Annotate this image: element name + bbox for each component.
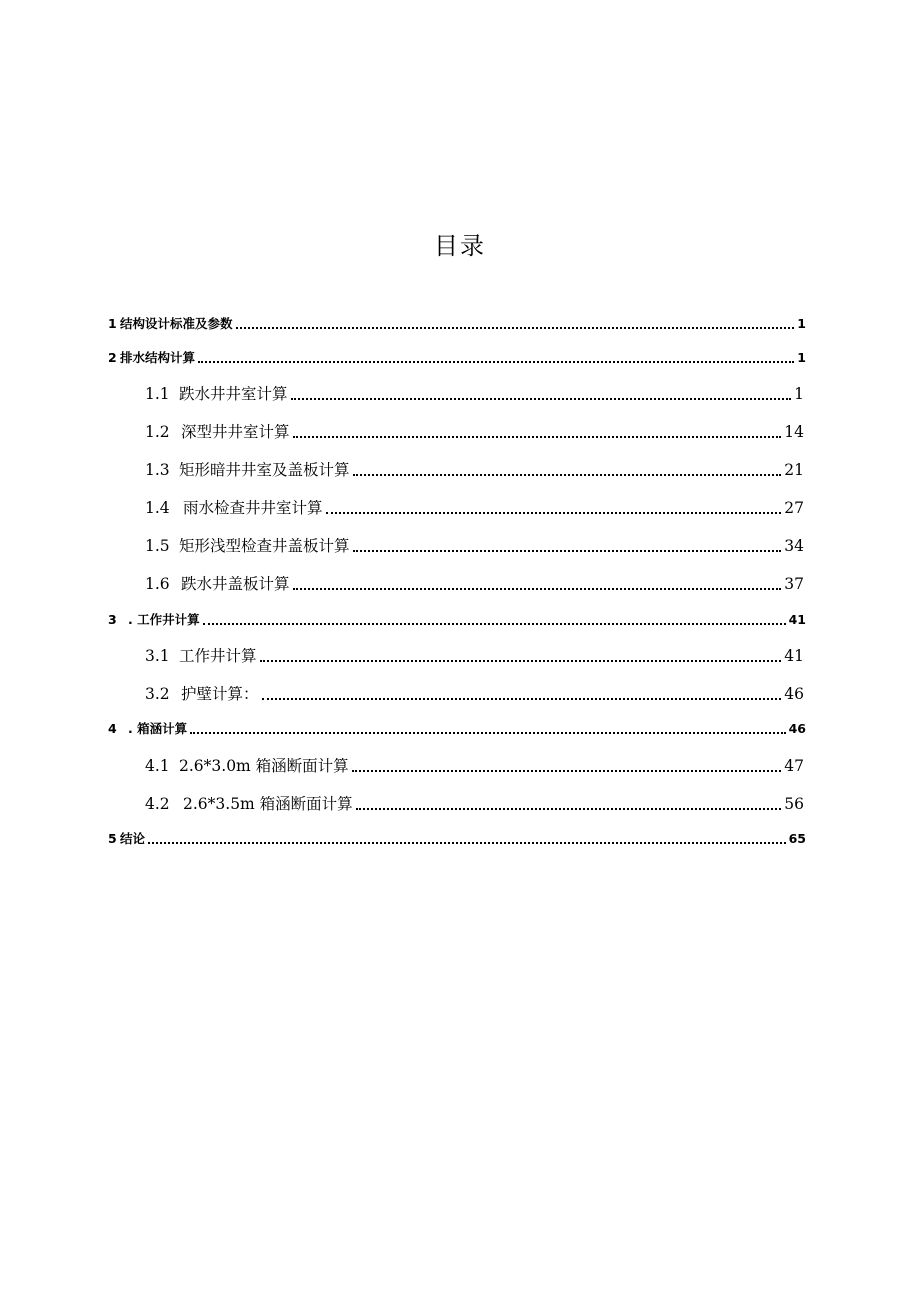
toc-leader-dots xyxy=(356,793,782,815)
toc-entry-label: 排水结构计算 xyxy=(120,350,196,365)
toc-leader-dots xyxy=(352,755,782,777)
toc-entry-page: 27 xyxy=(784,499,804,517)
toc-entry-number: 1.6 xyxy=(145,575,170,593)
toc-entry-page: 47 xyxy=(784,757,804,775)
toc-entry-page: 1 xyxy=(794,385,804,403)
toc-entry-number: 5 xyxy=(108,831,117,846)
toc-entry-3[interactable] xyxy=(108,611,806,629)
toc-entry-number: 3.1 xyxy=(145,647,170,665)
toc-entry-page: 1 xyxy=(797,350,806,365)
toc-entry-number: 2 xyxy=(108,350,117,365)
toc-entry-label: 跌水井盖板计算 xyxy=(181,575,290,593)
toc-leader-dots xyxy=(293,573,782,595)
toc-entry-4-2[interactable] xyxy=(145,793,804,815)
toc-entry-page: 65 xyxy=(788,831,806,846)
toc-entry-number: 1.3 xyxy=(145,461,170,479)
toc-entry-page: 41 xyxy=(788,612,806,627)
toc-entry-2[interactable] xyxy=(108,349,806,367)
toc-entry-page: 56 xyxy=(784,795,804,813)
toc-entry-number: 1.4 xyxy=(145,499,170,517)
toc-entry-label: 2.6*3.0m 箱涵断面计算 xyxy=(179,757,349,775)
toc-entry-label: 矩形暗井井室及盖板计算 xyxy=(179,461,350,479)
toc-entry-1-3[interactable] xyxy=(145,459,804,481)
toc-entry-page: 34 xyxy=(784,537,804,555)
toc-entry-1-4[interactable] xyxy=(145,497,804,519)
toc-leader-dots xyxy=(198,349,794,367)
toc-leader-dots xyxy=(262,683,782,705)
toc-entry-label: 工作井计算 xyxy=(179,647,257,665)
toc-entry-page: 46 xyxy=(784,685,804,703)
toc-entry-label: 深型井井室计算 xyxy=(181,423,290,441)
toc-leader-dots xyxy=(353,535,782,557)
toc-entry-page: 46 xyxy=(788,721,806,736)
toc-leader-dots xyxy=(236,315,795,333)
toc-entry-label: 结构设计标准及参数 xyxy=(120,316,233,331)
toc-entry-1-5[interactable] xyxy=(145,535,804,557)
toc-entry-number: 3.2 xyxy=(145,685,170,703)
toc-entry-label: . 箱涵计算 xyxy=(128,721,188,736)
toc-leader-dots xyxy=(190,720,785,738)
toc-entry-page: 14 xyxy=(784,423,804,441)
toc-entry-number: 1.1 xyxy=(145,385,170,403)
toc-entry-3-1[interactable] xyxy=(145,645,804,667)
toc-entry-label: 护壁计算： xyxy=(181,685,259,703)
toc-leader-dots xyxy=(353,459,782,481)
toc-entry-number: 4.2 xyxy=(145,795,170,813)
toc-entry-label: 矩形浅型检查井盖板计算 xyxy=(179,537,350,555)
toc-entry-number: 3 xyxy=(108,612,117,627)
toc-entry-label: . 工作井计算 xyxy=(128,612,200,627)
toc-leader-dots xyxy=(326,497,782,519)
toc-entry-number: 4 xyxy=(108,721,117,736)
toc-entry-5[interactable] xyxy=(108,830,806,848)
toc-entry-3-2[interactable] xyxy=(145,683,804,705)
toc-entry-label: 跌水井井室计算 xyxy=(179,385,288,403)
toc-entry-number: 1.2 xyxy=(145,423,170,441)
toc-entry-label: 结论 xyxy=(120,831,146,846)
toc-entry-1-2[interactable] xyxy=(145,421,804,443)
toc-leader-dots xyxy=(148,830,786,848)
toc-leader-dots xyxy=(203,611,786,629)
toc-leader-dots xyxy=(293,421,782,443)
toc-leader-dots xyxy=(260,645,782,667)
toc-entry-page: 21 xyxy=(784,461,804,479)
toc-entry-page: 41 xyxy=(784,647,804,665)
toc-leader-dots xyxy=(291,383,792,405)
toc-entry-page: 1 xyxy=(797,316,806,331)
toc-entry-number: 1 xyxy=(108,316,117,331)
toc-entry-number: 4.1 xyxy=(145,757,170,775)
page-title: 目录 xyxy=(434,232,486,260)
toc-entry-1-1[interactable] xyxy=(145,383,804,405)
toc-entry-page: 37 xyxy=(784,575,804,593)
toc-entry-4-1[interactable] xyxy=(145,755,804,777)
toc-entry-4[interactable] xyxy=(108,720,806,738)
toc-entry-1[interactable] xyxy=(108,315,806,333)
toc-entry-number: 1.5 xyxy=(145,537,170,555)
toc-entry-label: 2.6*3.5m 箱涵断面计算 xyxy=(183,795,353,813)
toc-entry-1-6[interactable] xyxy=(145,573,804,595)
toc-entry-label: 雨水检查井井室计算 xyxy=(183,499,323,517)
